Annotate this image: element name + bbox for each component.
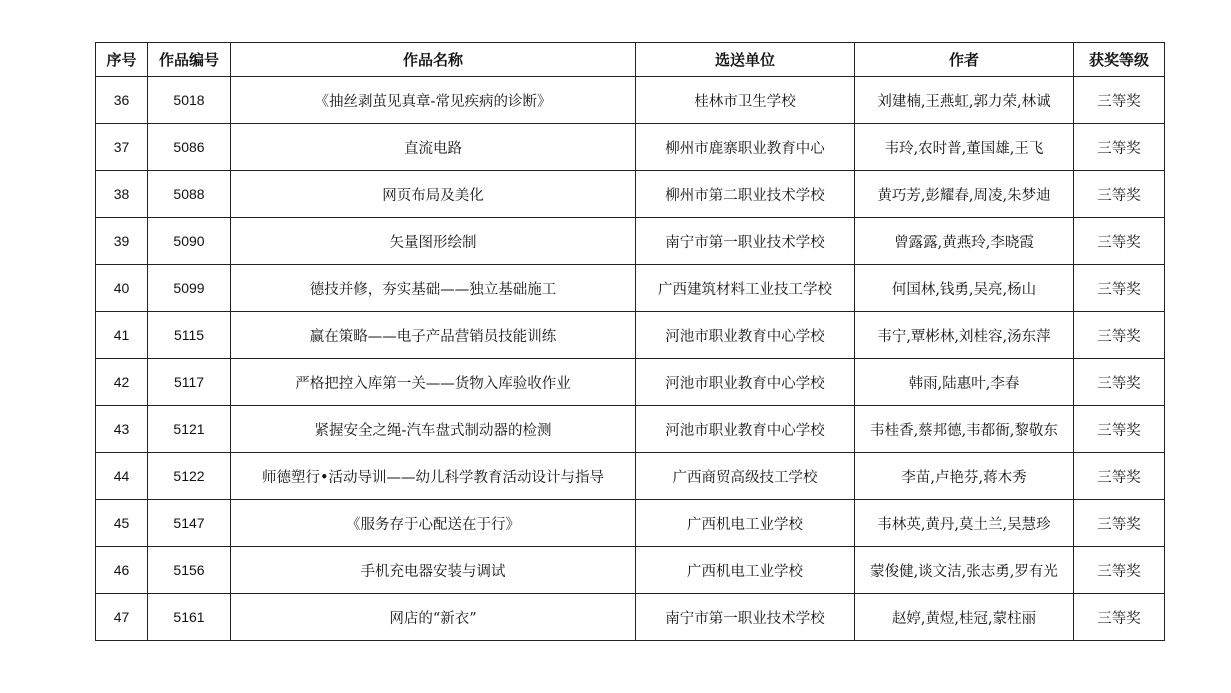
cell-code: 5122	[148, 453, 231, 500]
table-row	[96, 406, 1165, 453]
table-row	[96, 594, 1165, 641]
cell-seq: 46	[96, 547, 148, 594]
cell-code: 5147	[148, 500, 231, 547]
cell-seq: 36	[96, 77, 148, 124]
cell-title: 德技并修，夯实基础——独立基础施工	[231, 265, 636, 312]
cell-authors: 刘建楠,王燕虹,郭力荣,林诚	[855, 77, 1074, 124]
cell-title: 矢量图形绘制	[231, 218, 636, 265]
cell-authors: 蒙俊健,谈文洁,张志勇,罗有光	[855, 547, 1074, 594]
cell-code: 5086	[148, 124, 231, 171]
table-row	[96, 359, 1165, 406]
cell-unit: 广西机电工业学校	[636, 500, 855, 547]
header-unit: 选送单位	[636, 43, 855, 77]
award-table	[95, 42, 1165, 641]
cell-unit: 广西商贸高级技工学校	[636, 453, 855, 500]
cell-unit: 河池市职业教育中心学校	[636, 312, 855, 359]
cell-award: 三等奖	[1074, 453, 1165, 500]
cell-award: 三等奖	[1074, 265, 1165, 312]
cell-authors: 韦玲,农时普,董国雄,王飞	[855, 124, 1074, 171]
cell-title: 《服务存于心配送在于行》	[231, 500, 636, 547]
cell-award: 三等奖	[1074, 124, 1165, 171]
cell-title: 紧握安全之绳-汽车盘式制动器的检测	[231, 406, 636, 453]
table-row	[96, 218, 1165, 265]
cell-code: 5117	[148, 359, 231, 406]
cell-unit: 河池市职业教育中心学校	[636, 406, 855, 453]
cell-authors: 李苗,卢艳芬,蒋木秀	[855, 453, 1074, 500]
cell-authors: 韦宁,覃彬林,刘桂容,汤东萍	[855, 312, 1074, 359]
cell-title: 《抽丝剥茧见真章-常见疾病的诊断》	[231, 77, 636, 124]
cell-title: 严格把控入库第一关——货物入库验收作业	[231, 359, 636, 406]
cell-title: 直流电路	[231, 124, 636, 171]
cell-seq: 38	[96, 171, 148, 218]
cell-unit: 河池市职业教育中心学校	[636, 359, 855, 406]
header-award: 获奖等级	[1074, 43, 1165, 77]
cell-code: 5161	[148, 594, 231, 641]
cell-unit: 南宁市第一职业技术学校	[636, 218, 855, 265]
cell-code: 5156	[148, 547, 231, 594]
cell-code: 5099	[148, 265, 231, 312]
table-row	[96, 265, 1165, 312]
cell-award: 三等奖	[1074, 547, 1165, 594]
cell-unit: 柳州市鹿寨职业教育中心	[636, 124, 855, 171]
award-list-sheet	[95, 42, 1165, 641]
header-title: 作品名称	[231, 43, 636, 77]
table-header-row	[96, 43, 1165, 77]
cell-seq: 42	[96, 359, 148, 406]
cell-seq: 40	[96, 265, 148, 312]
cell-authors: 赵婷,黄煜,桂冠,蒙柱丽	[855, 594, 1074, 641]
cell-authors: 韦桂香,蔡邦德,韦都衙,黎敬东	[855, 406, 1074, 453]
header-code: 作品编号	[148, 43, 231, 77]
cell-unit: 桂林市卫生学校	[636, 77, 855, 124]
table-row	[96, 312, 1165, 359]
cell-code: 5115	[148, 312, 231, 359]
cell-title: 师德塑行•活动导训——幼儿科学教育活动设计与指导	[231, 453, 636, 500]
cell-seq: 47	[96, 594, 148, 641]
cell-title: 手机充电器安装与调试	[231, 547, 636, 594]
table-row	[96, 547, 1165, 594]
cell-unit: 柳州市第二职业技术学校	[636, 171, 855, 218]
cell-award: 三等奖	[1074, 171, 1165, 218]
cell-unit: 南宁市第一职业技术学校	[636, 594, 855, 641]
cell-seq: 44	[96, 453, 148, 500]
cell-seq: 39	[96, 218, 148, 265]
cell-award: 三等奖	[1074, 77, 1165, 124]
header-authors: 作者	[855, 43, 1074, 77]
cell-unit: 广西机电工业学校	[636, 547, 855, 594]
cell-code: 5088	[148, 171, 231, 218]
cell-award: 三等奖	[1074, 406, 1165, 453]
cell-code: 5121	[148, 406, 231, 453]
cell-award: 三等奖	[1074, 218, 1165, 265]
cell-seq: 43	[96, 406, 148, 453]
header-seq: 序号	[96, 43, 148, 77]
cell-title: 赢在策略——电子产品营销员技能训练	[231, 312, 636, 359]
cell-award: 三等奖	[1074, 594, 1165, 641]
cell-authors: 曾露露,黄燕玲,李晓霞	[855, 218, 1074, 265]
cell-unit: 广西建筑材料工业技工学校	[636, 265, 855, 312]
cell-authors: 韩雨,陆惠叶,李春	[855, 359, 1074, 406]
cell-code: 5090	[148, 218, 231, 265]
cell-authors: 何国林,钱勇,吴亮,杨山	[855, 265, 1074, 312]
cell-title: 网页布局及美化	[231, 171, 636, 218]
cell-seq: 41	[96, 312, 148, 359]
table-row	[96, 453, 1165, 500]
cell-award: 三等奖	[1074, 500, 1165, 547]
table-row	[96, 77, 1165, 124]
cell-seq: 45	[96, 500, 148, 547]
cell-award: 三等奖	[1074, 359, 1165, 406]
cell-code: 5018	[148, 77, 231, 124]
cell-award: 三等奖	[1074, 312, 1165, 359]
table-row	[96, 500, 1165, 547]
cell-title: 网店的“新衣”	[231, 594, 636, 641]
cell-authors: 黄巧芳,彭耀春,周凌,朱梦迪	[855, 171, 1074, 218]
cell-authors: 韦林英,黄丹,莫土兰,吴慧珍	[855, 500, 1074, 547]
cell-seq: 37	[96, 124, 148, 171]
table-row	[96, 124, 1165, 171]
table-row	[96, 171, 1165, 218]
